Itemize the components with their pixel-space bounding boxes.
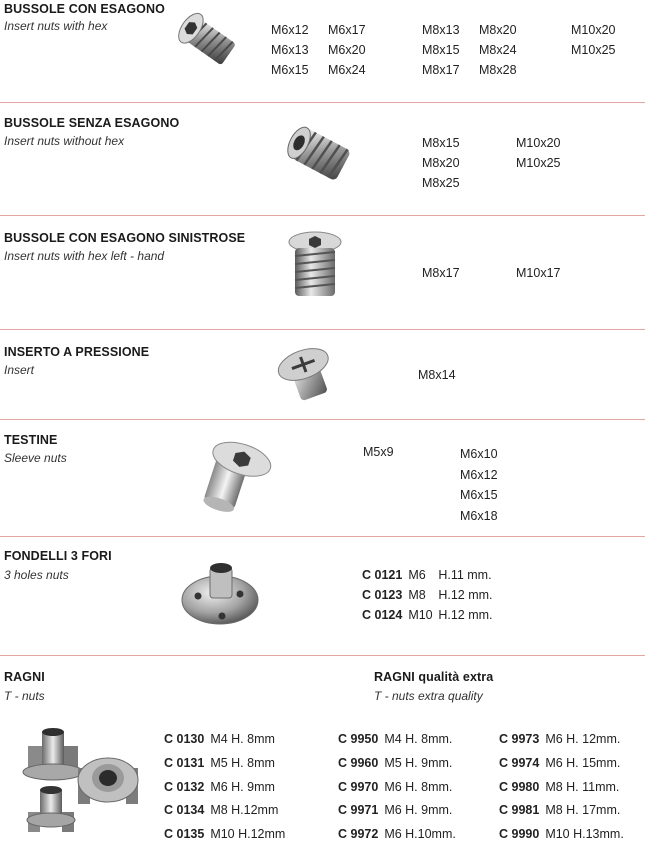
size-column [422,20,460,80]
thread-size: M6 [408,568,426,582]
section-subtitle: 3 holes nuts [4,568,69,582]
code-description: M6 H. 15mm. [545,756,621,770]
insert-nut-hex-icon [165,8,245,78]
code-row [338,803,452,817]
size-label: M6x24 [328,63,366,77]
code-row [164,780,275,794]
product-code: C 9950 [338,732,379,746]
size-label: M10x25 [516,156,561,170]
size-label: M8x28 [479,63,517,77]
product-code: C 9990 [499,827,540,841]
section-divider [0,329,645,330]
section-subtitle: T - nuts [4,689,45,703]
code-description: M6 H. 8mm. [384,780,453,794]
code-row [499,756,620,770]
section-divider [0,215,645,216]
size-label: M6x15 [271,63,309,77]
code-description: M5 H. 8mm [210,756,275,770]
insert-nut-no-hex-icon [278,118,358,190]
section-subtitle: Insert nuts with hex left - hand [4,249,165,263]
height-value: H.12 mm. [438,608,493,622]
section-subtitle: Insert nuts without hex [4,134,125,148]
code-row [499,780,619,794]
product-code: C 0123 [362,588,403,602]
size-label: M10x20 [516,136,561,150]
product-code: C 0130 [164,732,205,746]
code-description: M10 H.13mm. [545,827,624,841]
size-label: M5x9 [363,445,394,459]
size-label: M6x17 [328,23,366,37]
size-label: M8x17 [422,266,460,280]
thread-size: M8 [408,588,426,602]
code-row [499,827,624,841]
product-code: C 0134 [164,803,205,817]
product-code: C 9974 [499,756,540,770]
size-column [516,133,560,173]
size-label: M6x20 [328,43,366,57]
code-row [338,827,456,841]
section-subtitle: Sleeve nuts [4,451,67,465]
section-subtitle: Insert nuts with hex [4,19,108,33]
product-code: C 9973 [499,732,540,746]
code-row [164,803,278,817]
size-column [328,20,366,80]
code-row [338,732,452,746]
size-label: M8x20 [422,156,460,170]
section-subtitle: Insert [4,363,35,377]
three-hole-nut-icon [178,554,262,630]
size-label: M6x18 [460,508,498,523]
code-row [362,608,493,622]
section-divider [0,536,645,537]
size-column [460,444,498,526]
product-code: C 9972 [338,827,379,841]
code-row [362,588,493,602]
section-divider [0,102,645,103]
height-value: H.11 mm. [438,568,492,582]
product-code: C 0135 [164,827,205,841]
code-description: M6 H.10mm. [384,827,456,841]
code-description: M4 H. 8mm. [384,732,453,746]
code-description: M5 H. 9mm. [384,756,453,770]
code-row [164,756,275,770]
size-label: M8x15 [422,43,460,57]
press-insert-icon [270,338,342,406]
product-code: C 9960 [338,756,379,770]
code-row [164,732,275,746]
product-code: C 9971 [338,803,379,817]
code-row [362,568,492,582]
size-label: M8x24 [479,43,517,57]
size-label: M6x12 [271,23,309,37]
code-description: M6 H. 9mm [210,780,275,794]
code-description: M8 H. 17mm. [545,803,621,817]
code-description: M8 H. 11mm. [545,780,620,794]
size-label: M8x17 [422,63,460,77]
size-label: M10x17 [516,266,561,280]
thread-size: M10 [408,608,433,622]
size-label: M6x10 [460,447,498,461]
size-label: M10x25 [571,43,616,57]
size-label: M8x20 [479,23,517,37]
product-code: C 9980 [499,780,540,794]
section-divider [0,655,645,656]
sleeve-nut-icon [190,434,280,520]
section-title: BUSSOLE CON ESAGONO SINISTROSE [4,231,246,245]
size-label: M6x15 [460,488,498,502]
section-title: BUSSOLE SENZA ESAGONO [4,116,180,130]
code-row [499,732,620,746]
section-title: FONDELLI 3 FORI [4,549,112,563]
product-code: C 0121 [362,568,403,582]
section-title-extra: RAGNI qualità extra [374,670,494,684]
section-title: INSERTO A PRESSIONE [4,345,150,359]
code-row [338,780,452,794]
section-divider [0,419,645,420]
code-description: M6 H. 9mm. [384,803,453,817]
section-title: TESTINE [4,433,58,447]
product-code: C 9970 [338,780,379,794]
code-description: M6 H. 12mm. [545,732,621,746]
size-label: M8x13 [422,23,460,37]
size-label: M8x14 [418,368,456,382]
size-label: M8x25 [422,176,460,190]
code-description: M4 H. 8mm [210,732,275,746]
code-description: M8 H.12mm [210,803,279,817]
code-row [164,827,285,841]
size-label: M6x12 [460,467,498,482]
size-label: M8x15 [422,136,460,150]
t-nuts-icon [20,724,140,836]
size-column [271,20,309,80]
size-column [479,20,517,80]
size-column [422,133,460,193]
section-subtitle-extra: T - nuts extra quality [374,689,483,703]
section-title: BUSSOLE CON ESAGONO [4,2,165,16]
size-column [571,20,615,60]
size-label: M10x20 [571,23,616,37]
height-value: H.12 mm. [438,588,493,602]
code-row [338,756,452,770]
code-row [499,803,620,817]
product-code: C 9981 [499,803,540,817]
product-code: C 0132 [164,780,205,794]
size-label: M6x13 [271,43,309,57]
insert-nut-left-hand-icon [283,226,347,302]
product-code: C 0124 [362,608,403,622]
code-description: M10 H.12mm [210,827,286,841]
product-code: C 0131 [164,756,205,770]
section-title: RAGNI [4,670,45,684]
